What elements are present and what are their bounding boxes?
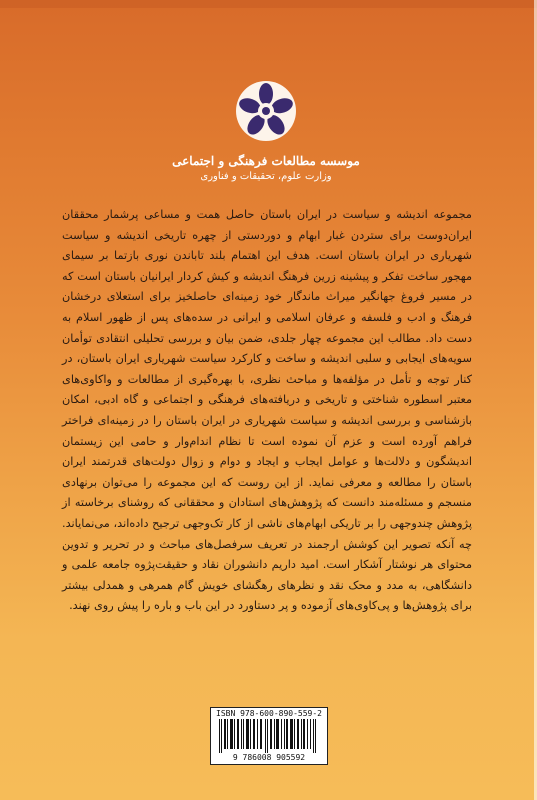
- barcode-icon: [217, 719, 321, 753]
- publisher-name-block: [160, 148, 372, 182]
- cover-top-edge: [0, 0, 537, 8]
- ministry-name: وزارت علوم، تحقیقات و فناوری: [200, 171, 332, 182]
- isbn-label: ISBN 978-600-890-559-2: [216, 709, 322, 718]
- isbn-barcode-box: [210, 707, 328, 765]
- book-description: مجموعه اندیشه و سیاست در ایران باستان حاصل همت و مساعی پرشمار محققان ایران‌دوست برای ستردن غبار ابهام و دوردستی از چهره تاریخی اندیشه و سیاست شهریاری در ایران باستان است. هدف این اهتمام بلند تاباندن نوری بازتما بر سیمای مهجور ساخت تفکر و پیشینه زرین فرهنگ اندیشه و کیش کردار ایرانیان باستان است که در مسیر فروغ جهانگیر میراث ماندگار خود زمینه‌ای حاصلخیز برای استعلای درخشان فرهنگ و ادب و فلسفه و عرفان اسلامی و ایرانی در سده‌های پس از ظهور اسلام به دست داد. مطالب این مجموعه چهار جلدی، ضمن بیان و بررسی تحلیلی انتقادی توأمان سویه‌های ایجابی و سلبی اندیشه و ساخت و کارکرد سیاست شهریاری ایران باستان، در کنار توجه و تأمل در مؤلفه‌ها و مباحث نظری، با بهره‌گیری از مطالعات و واکاوی‌های معتبر اسطوره شناختی و تاریخی و دریافته‌های فرهنگی و اجتماعی و گاه ادبی، امکان بازشناسی و بررسی اندیشه و سیاست شهریاری در ایران باستان را در زمینه‌ای فراختر فراهم آورده است و عزم آن نموده است تا نظام اندام‌وار و حامی این زیستمان اندیشگون و دلالت‌ها و عوامل ایجاب و ایجاد و دوام و زوال دولت‌های قدرتمند ایران باستان را مطالعه و معرفی نماید. از این روست که این مجموعه را می‌توان برنهادی منسجم و مسئله‌مند دانست که پژوهش‌های استادان و محققانی که روشنای برخاسته از پژوهش چندوجهی را بر تاریکی ابهام‌های ناشی از کار تک‌وجهی ترجیح داده‌اند، می‌نمایاند. چه آنکه تصویر این کوشش ارجمند در تعریف سرفصل‌های مباحث و در تحریر و تدوین محتوای هر نوشتار آشکار است. امید داریم دانشوران نقاد و حقیقت‌پژوه جامعه علمی و دانشگاهی، به مدد و محک نقد و نظرهای رهگشای خویش گام همرهی و همدلی بیشتر برای پژوهش‌ها و پی‌کاوی‌های آزموده و پر دستاورد در این باب و باره را پیش روی نهند.: [62, 208, 472, 613]
- barcode-digits: 9 786008 905592: [232, 753, 306, 762]
- publisher-name: موسسه مطالعات فرهنگی و اجتماعی: [172, 154, 360, 168]
- flower-emblem-icon: [235, 80, 297, 142]
